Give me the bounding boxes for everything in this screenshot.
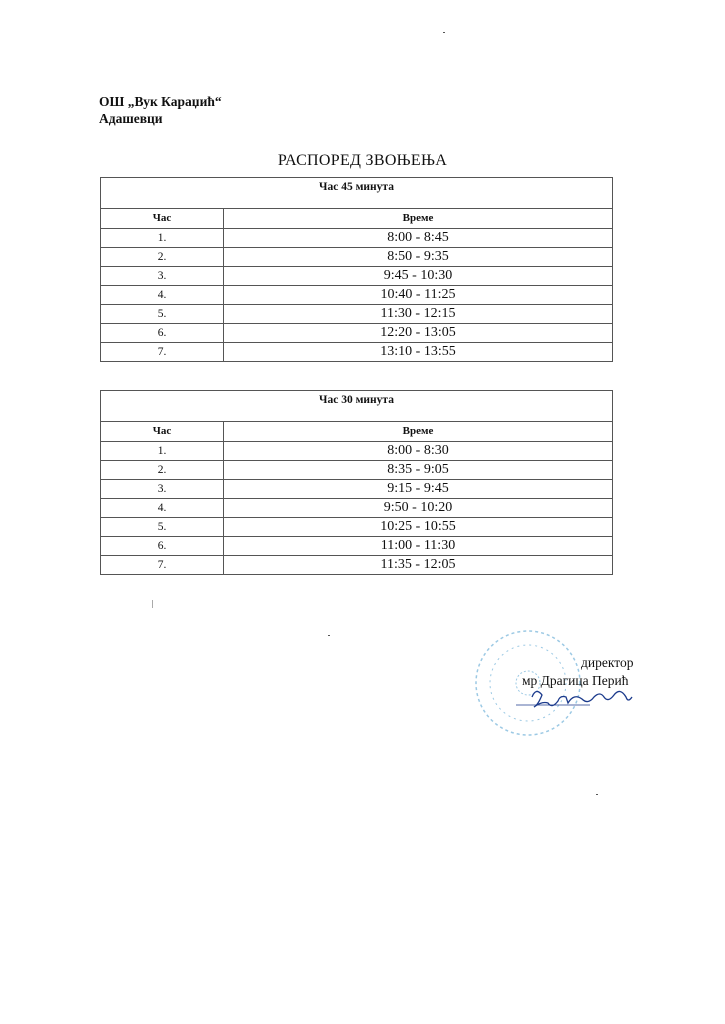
column-header-time: Време bbox=[224, 422, 613, 442]
scan-speck bbox=[328, 635, 330, 636]
period-time: 9:15 - 9:45 bbox=[224, 480, 613, 499]
table-caption: Час 30 минута bbox=[101, 391, 613, 422]
signatory-role: директор bbox=[581, 655, 634, 670]
period-time: 10:40 - 11:25 bbox=[224, 286, 613, 305]
period-number: 4. bbox=[101, 286, 224, 305]
period-number: 5. bbox=[101, 305, 224, 324]
table-row bbox=[101, 537, 613, 556]
period-time: 9:50 - 10:20 bbox=[224, 499, 613, 518]
table-row bbox=[101, 305, 613, 324]
column-header-hour: Час bbox=[101, 209, 224, 229]
period-time: 8:35 - 9:05 bbox=[224, 461, 613, 480]
table-row bbox=[101, 461, 613, 480]
period-number: 2. bbox=[101, 248, 224, 267]
table-caption: Час 45 минута bbox=[101, 178, 613, 209]
table-row bbox=[101, 556, 613, 575]
period-time: 11:30 - 12:15 bbox=[224, 305, 613, 324]
period-number: 4. bbox=[101, 499, 224, 518]
period-number: 7. bbox=[101, 343, 224, 362]
table-row bbox=[101, 518, 613, 537]
period-time: 11:00 - 11:30 bbox=[224, 537, 613, 556]
period-time: 13:10 - 13:55 bbox=[224, 343, 613, 362]
table-row bbox=[101, 248, 613, 267]
table-row bbox=[101, 286, 613, 305]
period-time: 12:20 - 13:05 bbox=[224, 324, 613, 343]
table-row bbox=[101, 442, 613, 461]
period-number: 5. bbox=[101, 518, 224, 537]
period-number: 3. bbox=[101, 480, 224, 499]
schedule-table-45 bbox=[100, 177, 613, 362]
period-time: 11:35 - 12:05 bbox=[224, 556, 613, 575]
signatory-name: мр Драгица Перић bbox=[522, 673, 629, 688]
table-row bbox=[101, 499, 613, 518]
period-number: 2. bbox=[101, 461, 224, 480]
table-row bbox=[101, 229, 613, 248]
column-header-hour: Час bbox=[101, 422, 224, 442]
school-header bbox=[99, 93, 222, 127]
period-number: 3. bbox=[101, 267, 224, 286]
column-header-time: Време bbox=[224, 209, 613, 229]
period-time: 10:25 - 10:55 bbox=[224, 518, 613, 537]
period-number: 7. bbox=[101, 556, 224, 575]
period-time: 8:00 - 8:45 bbox=[224, 229, 613, 248]
period-number: 6. bbox=[101, 537, 224, 556]
table-row bbox=[101, 267, 613, 286]
period-time: 8:50 - 9:35 bbox=[224, 248, 613, 267]
table-row bbox=[101, 480, 613, 499]
period-number: 1. bbox=[101, 229, 224, 248]
table-row bbox=[101, 343, 613, 362]
scan-speck bbox=[152, 600, 153, 608]
period-number: 6. bbox=[101, 324, 224, 343]
period-number: 1. bbox=[101, 442, 224, 461]
page-title: РАСПОРЕД ЗВОЊЕЊА bbox=[277, 152, 448, 169]
school-place: Адашевци bbox=[99, 111, 163, 126]
scan-speck bbox=[596, 794, 598, 795]
schedule-table-30 bbox=[100, 390, 613, 575]
period-time: 8:00 - 8:30 bbox=[224, 442, 613, 461]
school-name: ОШ „Вук Караџић“ bbox=[99, 94, 222, 109]
period-time: 9:45 - 10:30 bbox=[224, 267, 613, 286]
table-row bbox=[101, 324, 613, 343]
scan-speck bbox=[443, 32, 445, 33]
